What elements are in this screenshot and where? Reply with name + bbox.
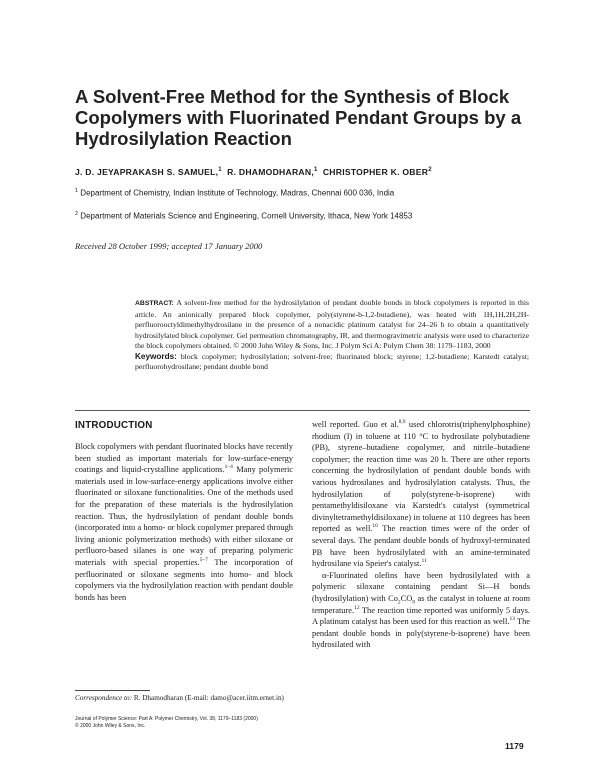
author-2: R. DHAMODHARAN,	[227, 167, 314, 177]
author-2-affil-mark: 1	[313, 167, 318, 174]
intro-paragraph-2: α-Fluorinated olefins have been hydrosilylated with a polymeric siloxane containing pendant Si—H bonds (hydrosilylation) with $Co_2CO_8$ as the catalyst in toluene at room temperature.$^{12}$ The reaction time reported was uniformly 5 days. A platinum catalyst has been used for this reaction as well.$^{13}$ The pendant double bonds in poly(styrene-b-isoprene) have been hydrosilated with	[312, 570, 530, 650]
correspondence-label: Correspondence to:	[75, 694, 133, 702]
correspondence-footnote	[75, 694, 297, 704]
journal-citation	[75, 716, 300, 730]
footnote-divider	[75, 690, 150, 691]
citation-ref: 10	[372, 523, 378, 530]
abstract-block	[135, 298, 529, 373]
received-date: Received 28 October 1999; accepted 17 January 2000	[75, 241, 263, 251]
citation-ref: 11	[421, 558, 427, 565]
copyright-line: © 2000 John Wiley & Sons, Inc.	[75, 723, 146, 729]
abstract-label: ABSTRACT:	[135, 300, 174, 307]
page-number: 1179	[505, 741, 524, 751]
keywords-text: block copolymer; hydrosilylation; solvent-free; fluorinated block; styrene; 1,2-butadiene; Karstedt catalyst; perfluorohydrosilane; pendant double bond	[135, 351, 530, 371]
author-list	[75, 167, 555, 177]
citation-ref: 12	[354, 604, 360, 611]
section-heading-introduction: INTRODUCTION	[75, 420, 153, 431]
body-column-left	[75, 441, 293, 603]
author-3-affil-mark: 2	[428, 167, 432, 174]
author-1: J. D. JEYAPRAKASH S. SAMUEL,	[75, 167, 219, 177]
intro-paragraph-1: Block copolymers with pendant fluorinated blocks have recently been studied as important materials for low-surface-energy coatings and liquid-crystalline applications.$^{1-4}$ Many polymeric materials used in low-surface-energy applications involve either fluorinated or siloxane functionalities. One of the methods used for the preparation of these materials is the hydrosilylation reaction. Thus, the hydrosilylation of pendant double bonds (incorporated into a homo- or block copolymer prepared through living anionic polymerization methods) with either siloxane or perfluoro-based silanes is one way of preparing polymeric materials with special properties.$^{5-7}$ The incorporation of perfluorinated or siloxane segments into homo- and block copolymers via the hydrosilylation reaction with pendant double bonds has been	[75, 442, 294, 602]
citation-ref: 8,9	[398, 419, 406, 426]
affiliation-1-mark: 1	[75, 188, 79, 194]
journal-line: Journal of Polymer Science: Part A: Polymer Chemistry, Vol. 38, 1179–1183 (2000)	[75, 716, 258, 722]
citation-ref: 13	[509, 616, 515, 623]
section-divider	[75, 410, 530, 411]
affiliation-2	[75, 209, 555, 222]
citation-ref: 1–4	[224, 464, 233, 471]
correspondence-text: R. Dhamodharan (E-mail: damo@acer.iitm.ernet.in)	[132, 694, 284, 702]
author-3: CHRISTOPHER K. OBER	[322, 167, 429, 177]
citation-ref: 5–7	[199, 557, 208, 564]
affiliation-2-mark: 2	[75, 211, 79, 217]
abstract-text: A solvent-free method for the hydrosilylation of pendant double bonds in block copolymers is reported in this article. An anionically prepared block copolymer, poly(styrene-b-1,2-butadiene), was heated with 1H,1H,2H,2H-perfluorooctyldimethylhydrosilane in the presence of a nonacidic platinum catalyst for 24–26 h to obtain a quantitatively hydrosilylated block copolymer. Gel permeation chromatography, IR, and thermogravimetric analysis were used to characterize the block copolymers obtained. © 2000 John Wiley & Sons, Inc. J Polym Sci A: Polym Chem 38: 1179–1183, 2000	[135, 298, 529, 350]
article-title: A Solvent-Free Method for the Synthesis of Block Copolymers with Fluorinated Pendant Groups by a Hydrosilylation Reaction	[75, 86, 522, 149]
affiliation-1-text: Department of Chemistry, Indian Institute of Technology, Madras, Chennai 600 036, India	[80, 188, 395, 198]
keywords-label: Keywords:	[135, 351, 177, 361]
author-1-affil-mark: 1	[218, 167, 222, 174]
body-column-right	[312, 419, 530, 651]
affiliation-1	[75, 186, 555, 199]
intro-paragraph-1-continued: well reported. Guo et al.$^{8,9}$ used chlorotris(triphenylphosphine) rhodium (I) in toluene at 110 °C to hydrosilate polybutadiene (PB), styrene–butadiene copolymer, and nitrile–butadiene copolymer; the reaction time was 20 h. There are other reports concerning the hydrosilylation of pendant double bonds with various hydrosilanes and hydrosilylation catalysts. Thus, the hydrosilylation of poly(styrene-b-isoprene) with pentamethyldisiloxane via Karstedt's catalyst (symmetrical divinyltetramethyldisiloxane) in toluene at 110 degrees has been reported as well.$^{10}$ The reaction times were of the order of several days. The pendant double bonds of hydroxyl-terminated PB have been hydrosilylated with an amine-terminated hydrosilane via Speier's catalyst.$^{11}$	[312, 419, 530, 569]
affiliation-2-text: Department of Materials Science and Engineering, Cornell University, Ithaca, New York 14853	[80, 211, 413, 221]
